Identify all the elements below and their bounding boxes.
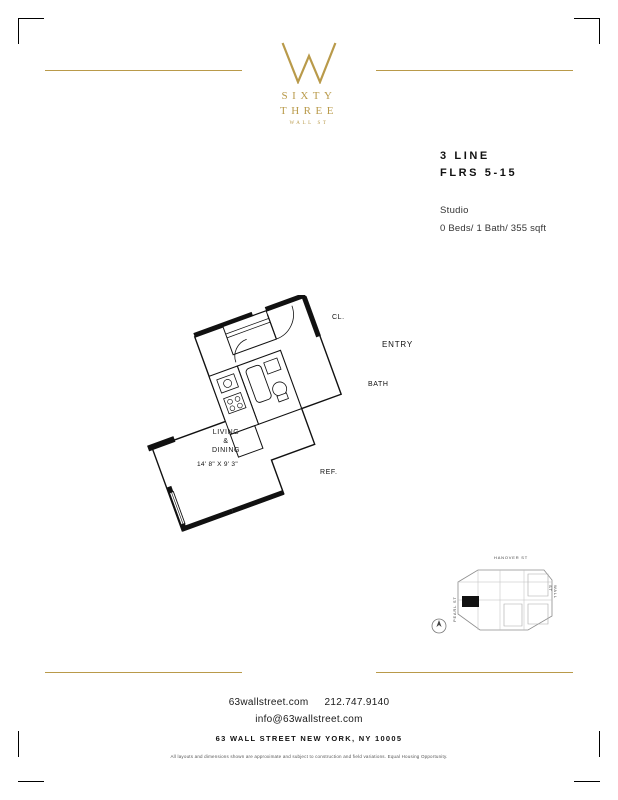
- footer-disclaimer: All layouts and dimensions shown are approximate and subject to construction and field variations. Equal Housing Opportunity.: [170, 754, 448, 759]
- label-living-dimensions: 14' 8" X 9' 3": [197, 461, 238, 468]
- logo-line-wall-st: WALL ST: [289, 121, 329, 126]
- keyplan-street-top: HANOVER ST: [494, 555, 529, 560]
- unit-specs-label: 0 Beds/ 1 Bath/ 355 sqft: [440, 223, 547, 234]
- label-living: LIVING: [212, 429, 240, 436]
- key-plan: [424, 552, 574, 647]
- floorplan-drawing: [110, 295, 450, 555]
- footer-contact-line: [0, 697, 618, 708]
- unit-line-label: 3 LINE: [440, 150, 490, 162]
- footer-email-link[interactable]: info@63wallstreet.com: [255, 714, 363, 725]
- footer-website-link[interactable]: 63wallstreet.com: [228, 697, 309, 708]
- label-closet: CL.: [332, 314, 345, 321]
- label-dining: DINING: [211, 447, 241, 454]
- crop-mark-top-right-h: [574, 18, 600, 19]
- compass-north-icon: [432, 619, 446, 633]
- crop-mark-top-left-v: [18, 18, 19, 44]
- brand-logo: [0, 42, 618, 126]
- unit-type-label: Studio: [440, 205, 469, 216]
- footer-rule-right: [376, 672, 573, 673]
- logo-line-sixty: SIXTY: [281, 90, 337, 102]
- footer-address: 63 WALL STREET NEW YORK, NY 10005: [215, 734, 403, 743]
- crop-mark-bottom-left-h: [18, 781, 44, 782]
- label-bath: BATH: [368, 381, 389, 388]
- floorplan-svg: [110, 295, 450, 555]
- unit-floors-label: FLRS 5-15: [440, 167, 518, 179]
- w-monogram-icon: [281, 42, 337, 84]
- footer-rule-left: [45, 672, 242, 673]
- crop-mark-top-left-h: [18, 18, 44, 19]
- keyplan-street-left: PEARL ST: [452, 596, 457, 622]
- label-entry: ENTRY: [382, 340, 413, 349]
- footer: [0, 697, 618, 759]
- label-ref: REF.: [320, 469, 338, 476]
- crop-mark-top-right-v: [599, 18, 600, 44]
- label-living-amp: &: [223, 438, 229, 445]
- keyplan-street-right: WALL ST: [548, 585, 558, 599]
- logo-line-three: THREE: [280, 105, 338, 117]
- crop-mark-bottom-right-h: [574, 781, 600, 782]
- unit-info-block: [440, 148, 590, 234]
- footer-phone[interactable]: 212.747.9140: [324, 697, 390, 708]
